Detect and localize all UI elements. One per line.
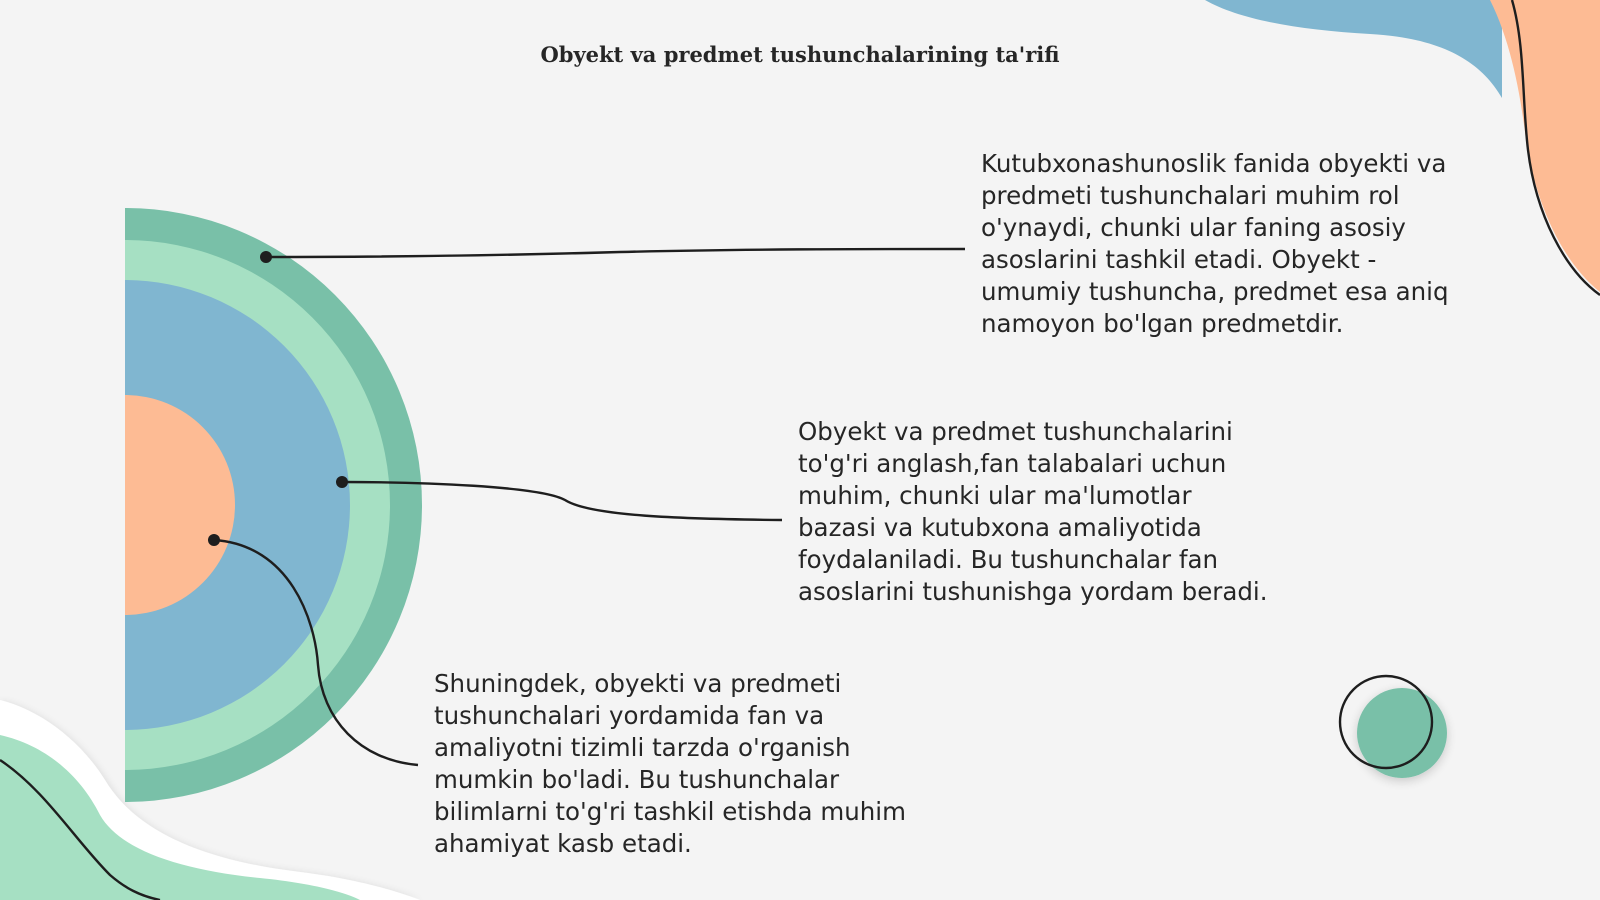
paragraph-2: [798, 416, 1298, 608]
paragraph-1: [981, 148, 1501, 340]
concentric-half-circle-diagram: [0, 208, 422, 802]
paragraph-line: asoslarini tashkil etadi. Obyekt -: [981, 245, 1377, 274]
paragraph-line: ahamiyat kasb etadi.: [434, 829, 692, 858]
paragraph-line: foydalaniladi. Bu tushunchalar fan: [798, 545, 1219, 574]
paragraph-line: tushunchalari yordamida fan va: [434, 701, 825, 730]
paragraph-line: muhim, chunki ular ma'lumotlar: [798, 481, 1192, 510]
paragraph-line: Kutubxonashunoslik fanida obyekti va: [981, 149, 1447, 178]
outlined-circle-with-green-dot: [1340, 676, 1447, 778]
paragraph-line: Obyekt va predmet tushunchalarini: [798, 417, 1233, 446]
paragraph-3: [434, 668, 934, 860]
paragraph-line: umumiy tushuncha, predmet esa aniq: [981, 277, 1449, 306]
connector-dot-2: [336, 476, 348, 488]
paragraph-line: bilimlarni to'g'ri tashkil etishda muhim: [434, 797, 906, 826]
connector-dot-1: [260, 251, 272, 263]
paragraph-line: bazasi va kutubxona amaliyotida: [798, 513, 1202, 542]
connector-line-1: [266, 249, 965, 257]
paragraph-line: namoyon bo'lgan predmetdir.: [981, 309, 1344, 338]
connector-dot-3: [208, 534, 220, 546]
paragraph-line: o'ynaydi, chunki ular faning asosiy: [981, 213, 1406, 242]
paragraph-line: asoslarini tushunishga yordam beradi.: [798, 577, 1268, 606]
slide-title: Obyekt va predmet tushunchalarining ta'rifi: [540, 42, 1060, 67]
paragraph-line: mumkin bo'ladi. Bu tushunchalar: [434, 765, 840, 794]
paragraph-line: to'g'ri anglash,fan talabalari uchun: [798, 449, 1227, 478]
paragraph-line: Shuningdek, obyekti va predmeti: [434, 669, 842, 698]
paragraph-line: predmeti tushunchalari muhim rol: [981, 181, 1400, 210]
ring-core: [15, 395, 235, 615]
paragraph-line: amaliyotni tizimli tarzda o'rganish: [434, 733, 851, 762]
